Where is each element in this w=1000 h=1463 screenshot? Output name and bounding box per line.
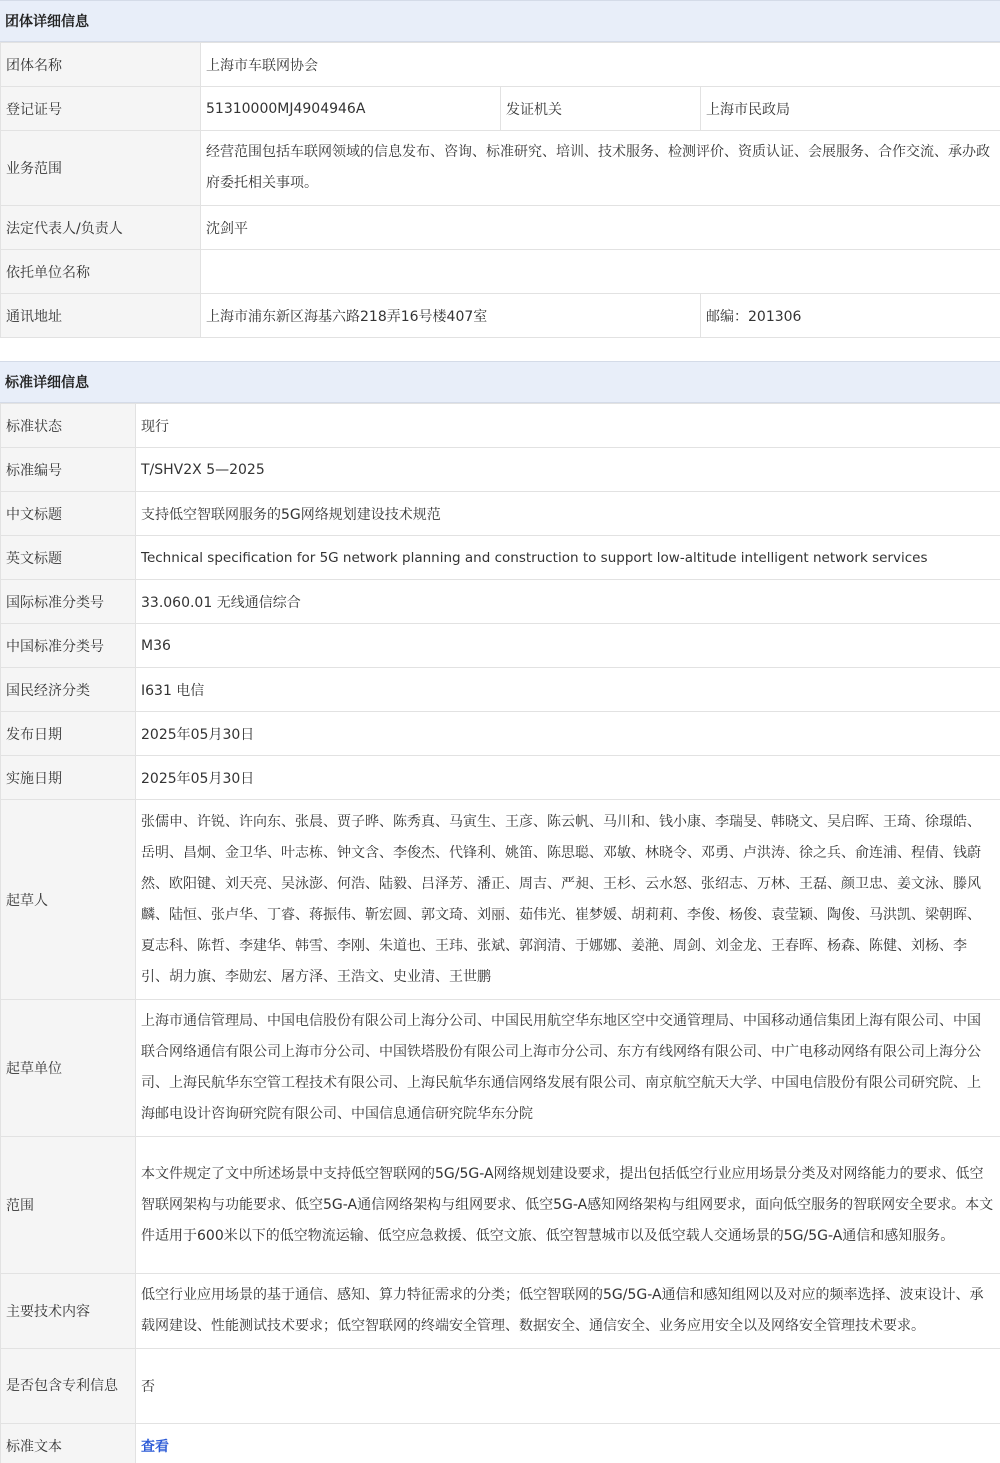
- std-cn-title-label: 中文标题: [1, 492, 136, 536]
- std-impl-date-label: 实施日期: [1, 756, 136, 800]
- org-section-title: 团体详细信息: [0, 0, 1000, 42]
- std-drafters-label: 起草人: [1, 800, 136, 1000]
- std-ics-value: 33.060.01 无线通信综合: [136, 580, 1000, 624]
- org-issuer-label: 发证机关: [501, 87, 701, 131]
- std-ccs-value: M36: [136, 624, 1000, 668]
- std-patent-label: 是否包含专利信息: [1, 1349, 136, 1424]
- std-drafters-row: [1, 800, 1000, 1000]
- std-impl-date-value: 2025年05月30日: [136, 756, 1000, 800]
- std-tech-row: [1, 1274, 1000, 1349]
- org-rep-label: 法定代表人/负责人: [1, 206, 201, 250]
- std-cn-title-value: 支持低空智联网服务的5G网络规划建设技术规范: [136, 492, 1000, 536]
- org-name-value: 上海市车联网协会: [201, 43, 1000, 87]
- org-name-row: [1, 43, 1000, 87]
- std-en-title-value: Technical specification for 5G network planning and construction to support low-altitude intelligent network services: [136, 536, 1000, 580]
- std-section-title: 标准详细信息: [0, 361, 1000, 403]
- view-standard-link[interactable]: 查看: [141, 1438, 169, 1455]
- org-scope-value: 经营范围包括车联网领域的信息发布、咨询、标准研究、培训、技术服务、检测评价、资质认证、会展服务、合作交流、承办政府委托相关事项。: [201, 131, 1000, 206]
- std-patent-value: 否: [136, 1349, 1000, 1424]
- std-cn-title-row: [1, 492, 1000, 536]
- std-en-title-label: 英文标题: [1, 536, 136, 580]
- std-code-row: [1, 448, 1000, 492]
- org-address-value: 上海市浦东新区海基六路218弄16号楼407室: [201, 294, 701, 338]
- org-scope-label: 业务范围: [1, 131, 201, 206]
- std-ccs-row: [1, 624, 1000, 668]
- std-range-label: 范围: [1, 1137, 136, 1274]
- org-address-label: 通讯地址: [1, 294, 201, 338]
- std-tech-label: 主要技术内容: [1, 1274, 136, 1349]
- std-text-label: 标准文本: [1, 1424, 136, 1463]
- std-patent-row: [1, 1349, 1000, 1424]
- org-sponsor-value: [201, 250, 1000, 294]
- org-reg-label: 登记证号: [1, 87, 201, 131]
- section-gap: [0, 338, 1000, 361]
- std-code-label: 标准编号: [1, 448, 136, 492]
- org-name-label: 团体名称: [1, 43, 201, 87]
- org-rep-value: 沈剑平: [201, 206, 1000, 250]
- org-rep-row: [1, 206, 1000, 250]
- std-units-label: 起草单位: [1, 1000, 136, 1137]
- org-postcode-value: 邮编：201306: [701, 294, 1000, 338]
- org-sponsor-label: 依托单位名称: [1, 250, 201, 294]
- std-units-row: [1, 1000, 1000, 1137]
- std-status-row: [1, 404, 1000, 448]
- std-code-value: T/SHV2X 5—2025: [136, 448, 1000, 492]
- std-status-label: 标准状态: [1, 404, 136, 448]
- std-pub-date-value: 2025年05月30日: [136, 712, 1000, 756]
- std-status-value: 现行: [136, 404, 1000, 448]
- std-econ-row: [1, 668, 1000, 712]
- std-econ-value: I631 电信: [136, 668, 1000, 712]
- org-scope-row: [1, 131, 1000, 206]
- org-table: [0, 42, 1000, 338]
- std-pub-date-label: 发布日期: [1, 712, 136, 756]
- std-tech-value: 低空行业应用场景的基于通信、感知、算力特征需求的分类；低空智联网的5G/5G-A通信和感知组网以及对应的频率选择、波束设计、承载网建设、性能测试技术要求；低空智联网的终端安全管理、数据安全、通信安全、业务应用安全以及网络安全管理技术要求。: [136, 1274, 1000, 1349]
- std-range-value: 本文件规定了文中所述场景中支持低空智联网的5G/5G-A网络规划建设要求，提出包括低空行业应用场景分类及对网络能力的要求、低空智联网架构与功能要求、低空5G-A通信网络架构与组网要求、低空5G-A感知网络架构与组网要求，面向低空服务的智联网安全要求。本文件适用于600米以下的低空物流运输、低空应急救援、低空文旅、低空智慧城市以及低空载人交通场景的5G/5G-A通信和感知服务。: [136, 1137, 1000, 1274]
- org-reg-value: 51310000MJ4904946A: [201, 87, 501, 131]
- std-ccs-label: 中国标准分类号: [1, 624, 136, 668]
- org-section: [0, 0, 1000, 338]
- std-ics-row: [1, 580, 1000, 624]
- org-issuer-value: 上海市民政局: [701, 87, 1000, 131]
- org-sponsor-row: [1, 250, 1000, 294]
- std-en-title-row: [1, 536, 1000, 580]
- std-ics-label: 国际标准分类号: [1, 580, 136, 624]
- std-table: [0, 403, 1000, 1463]
- std-pub-date-row: [1, 712, 1000, 756]
- std-econ-label: 国民经济分类: [1, 668, 136, 712]
- org-address-row: [1, 294, 1000, 338]
- std-section: [0, 361, 1000, 1463]
- std-units-value: 上海市通信管理局、中国电信股份有限公司上海分公司、中国民用航空华东地区空中交通管理局、中国移动通信集团上海有限公司、中国联合网络通信有限公司上海市分公司、中国铁塔股份有限公司上海市分公司、东方有线网络有限公司、中广电移动网络有限公司上海分公司、上海民航华东空管工程技术有限公司、上海民航华东通信网络发展有限公司、南京航空航天大学、中国电信股份有限公司研究院、上海邮电设计咨询研究院有限公司、中国信息通信研究院华东分院: [136, 1000, 1000, 1137]
- std-drafters-value: 张儒申、许锐、许向东、张晨、贾子晔、陈秀真、马寅生、王彦、陈云帆、马川和、钱小康、李瑞旻、韩晓文、吴启晖、王琦、徐璟皓、岳明、昌炯、金卫华、叶志栋、钟文含、李俊杰、代锋利、姚笛、陈思聪、邓敏、林晓令、邓勇、卢洪涛、徐之兵、俞连浦、程倩、钱蔚然、欧阳键、刘天亮、吴泳澎、何浩、陆毅、吕泽芳、潘正、周吉、严昶、王杉、云水怒、张绍志、万林、王磊、颜卫忠、姜文泳、滕风麟、陆恒、张卢华、丁睿、蒋振伟、靳宏圆、郭文琦、刘丽、茹伟光、崔梦媛、胡莉莉、李俊、杨俊、袁莹颖、陶俊、马洪凯、梁朝晖、夏志科、陈哲、李建华、韩雪、李刚、朱道也、王玮、张斌、郭润清、于娜娜、姜滟、周剑、刘金龙、王春晖、杨森、陈健、刘杨、李引、胡力旗、李勋宏、屠方泽、王浩文、史业清、王世鹏: [136, 800, 1000, 1000]
- std-impl-date-row: [1, 756, 1000, 800]
- org-reg-row: [1, 87, 1000, 131]
- std-text-row: [1, 1424, 1000, 1463]
- std-range-row: [1, 1137, 1000, 1274]
